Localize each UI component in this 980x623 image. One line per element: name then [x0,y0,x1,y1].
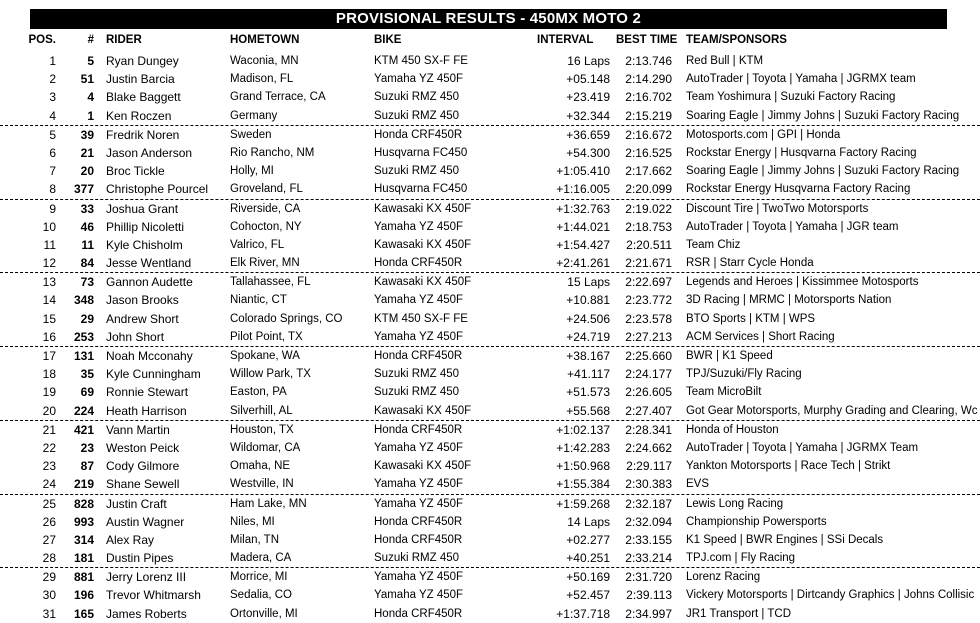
interval-cell: +1:54.427 [556,237,610,252]
interval-cell: 14 Laps [567,514,610,529]
position-cell: 10 [42,219,56,234]
table-row [0,273,980,291]
table-row [0,218,980,236]
team-cell: AutoTrader | Toyota | Yamaha | JGRMX team [686,73,916,86]
rider-cell: Weston Peick [106,440,180,455]
interval-cell: +54.300 [566,145,610,160]
team-cell: Lorenz Racing [686,571,761,584]
table-row [0,475,980,494]
best-time-cell: 2:32.094 [625,514,672,529]
best-time-cell: 2:16.525 [625,145,672,160]
rider-cell: Phillip Nicoletti [106,219,185,234]
best-time-cell: 2:29.117 [626,459,672,474]
interval-cell: +1:32.763 [556,201,610,216]
team-cell: Got Gear Motorsports, Murphy Grading and Clearing, Wc [686,404,978,417]
position-cell: 21 [42,422,56,437]
hometown-cell: Rio Rancho, NM [230,146,315,159]
hometown-cell: Spokane, WA [230,350,300,362]
bike-cell: Yamaha YZ 450F [374,220,464,233]
position-cell: 5 [49,127,56,142]
header-interval: INTERVAL [537,34,594,46]
rider-cell: Noah Mcconahy [106,349,193,363]
header-hometown: HOMETOWN [230,34,300,46]
number-cell: 73 [80,275,94,290]
table-row [0,347,980,365]
rider-cell: Jason Brooks [106,293,179,308]
hometown-cell: Cohocton, NY [230,220,302,233]
rider-cell: Kyle Chisholm [106,237,183,252]
position-cell: 24 [42,477,56,492]
team-cell: AutoTrader | Toyota | Yamaha | JGR team [686,220,899,233]
interval-cell: +51.573 [566,385,610,400]
best-time-cell: 2:32.187 [625,496,672,511]
interval-cell: +50.169 [566,570,610,585]
position-cell: 12 [42,256,56,271]
hometown-cell: Germany [230,109,278,122]
bike-cell: Honda CRF450R [374,533,463,546]
number-cell: 421 [73,422,94,437]
best-time-cell: 2:21.671 [625,256,672,271]
position-cell: 7 [49,164,56,179]
bike-cell: Kawasaki KX 450F [374,404,472,417]
team-cell: Rockstar Energy | Husqvarna Factory Racing [686,146,917,159]
table-row [0,328,980,347]
number-cell: 4 [87,90,94,105]
number-cell: 51 [80,72,94,87]
team-cell: RSR | Starr Cycle Honda [686,257,814,270]
position-cell: 3 [49,90,56,105]
results-title: PROVISIONAL RESULTS - 450MX MOTO 2 [30,9,947,29]
hometown-cell: Colorado Springs, CO [230,312,343,325]
number-cell: 29 [80,311,94,326]
rider-cell: Fredrik Noren [106,127,180,142]
bike-cell: Yamaha YZ 450F [374,571,464,584]
rider-cell: Broc Tickle [106,164,165,179]
best-time-cell: 2:18.753 [625,219,672,234]
position-cell: 18 [42,367,56,382]
best-time-cell: 2:14.290 [625,72,672,87]
team-cell: TPJ.com | Fly Racing [686,552,796,565]
bike-cell: Kawasaki KX 450F [374,238,472,251]
bike-cell: Honda CRF450R [374,515,463,528]
number-cell: 1 [87,108,94,123]
best-time-cell: 2:16.702 [625,90,672,105]
interval-cell: +52.457 [566,588,610,603]
position-cell: 16 [42,329,56,344]
hometown-cell: Valrico, FL [230,238,285,251]
best-time-cell: 2:20.099 [625,182,672,197]
hometown-cell: Houston, TX [230,423,294,436]
hometown-cell: Waconia, MN [230,55,299,67]
hometown-cell: Riverside, CA [230,202,301,215]
interval-cell: +40.251 [566,551,610,566]
best-time-cell: 2:28.341 [625,422,672,437]
table-row [0,402,980,421]
table-row [0,495,980,513]
hometown-cell: Westville, IN [230,478,294,491]
bike-cell: Honda CRF450R [374,607,463,620]
bike-cell: Yamaha YZ 450F [374,73,464,86]
number-cell: 5 [87,54,94,68]
team-cell: K1 Speed | BWR Engines | SSi Decals [686,533,884,546]
bike-cell: KTM 450 SX-F FE [374,312,468,325]
team-cell: Discount Tire | TwoTwo Motorsports [686,202,869,215]
interval-cell: +55.568 [566,403,610,418]
team-cell: Honda of Houston [686,423,779,436]
rider-cell: John Short [106,329,165,344]
number-cell: 828 [73,496,94,511]
interval-cell: +1:59.268 [556,496,610,511]
hometown-cell: Sweden [230,128,272,141]
rider-cell: Christophe Pourcel [106,182,209,197]
table-row [0,70,980,88]
position-cell: 9 [49,201,56,216]
table-row [0,531,980,549]
team-cell: Soaring Eagle | Jimmy Johns | Suzuki Factory Racing [686,165,960,178]
interval-cell: +02.277 [566,532,610,547]
team-cell: Motosports.com | GPI | Honda [686,128,841,141]
bike-cell: Yamaha YZ 450F [374,478,464,491]
team-cell: TPJ/Suzuki/Fly Racing [686,368,802,381]
bike-cell: Yamaha YZ 450F [374,497,464,510]
table-row [0,549,980,568]
table-row [0,144,980,162]
hometown-cell: Morrice, MI [230,571,288,584]
bike-cell: Yamaha YZ 450F [374,294,464,307]
team-cell: Soaring Eagle | Jimmy Johns | Suzuki Factory Racing [686,109,960,122]
best-time-cell: 2:26.605 [625,385,672,400]
team-cell: Rockstar Energy Husqvarna Factory Racing [686,183,911,196]
table-row [0,254,980,273]
hometown-cell: Holly, MI [230,165,274,178]
header-bike: BIKE [374,34,402,46]
interval-cell: +10.881 [566,293,610,308]
rider-cell: Andrew Short [106,311,179,326]
number-cell: 46 [80,219,94,234]
interval-cell: +1:44.021 [556,219,610,234]
number-cell: 224 [73,403,94,418]
rider-cell: Justin Craft [106,496,167,511]
interval-cell: +1:55.384 [556,477,610,492]
interval-cell: +1:50.968 [556,459,610,474]
table-row [0,605,980,623]
interval-cell: +1:37.718 [556,606,610,621]
best-time-cell: 2:33.155 [625,532,672,547]
rider-cell: Jerry Lorenz III [106,570,187,585]
number-cell: 11 [81,237,94,252]
best-time-cell: 2:31.720 [625,570,672,585]
best-time-cell: 2:34.997 [625,606,672,621]
rider-cell: Vann Martin [106,422,170,437]
position-cell: 23 [42,459,56,474]
number-cell: 33 [80,201,94,216]
table-row [0,365,980,383]
rider-cell: Joshua Grant [106,201,179,216]
hometown-cell: Niantic, CT [230,294,287,307]
bike-cell: Kawasaki KX 450F [374,276,472,289]
position-cell: 15 [42,311,56,326]
bike-cell: Honda CRF450R [374,257,463,270]
table-row [0,586,980,604]
best-time-cell: 2:20.511 [626,237,672,252]
bike-cell: Suzuki RMZ 450 [374,91,460,104]
table-row [0,52,980,70]
rider-cell: Jesse Wentland [106,256,192,271]
header-rider: RIDER [106,34,142,46]
position-cell: 29 [42,570,56,585]
rider-cell: Jason Anderson [106,145,193,160]
hometown-cell: Wildomar, CA [230,441,301,454]
number-cell: 196 [73,588,94,603]
interval-cell: +24.506 [566,311,610,326]
team-cell: EVS [686,478,710,491]
number-cell: 348 [73,293,94,308]
hometown-cell: Milan, TN [230,533,279,546]
table-row [0,180,980,199]
rider-cell: Kyle Cunningham [106,367,201,382]
table-row [0,513,980,531]
hometown-cell: Willow Park, TX [230,368,311,381]
hometown-cell: Ortonville, MI [230,607,298,620]
rider-cell: Alex Ray [106,532,155,547]
team-cell: BTO Sports | KTM | WPS [686,312,816,325]
interval-cell: +23.419 [566,90,610,105]
rider-cell: Ryan Dungey [106,54,179,68]
hometown-cell: Tallahassee, FL [230,276,311,289]
number-cell: 993 [73,514,94,529]
position-cell: 31 [42,606,56,621]
number-cell: 21 [80,145,94,160]
hometown-cell: Grand Terrace, CA [230,91,326,104]
best-time-cell: 2:22.697 [625,275,672,290]
team-cell: Vickery Motorsports | Dirtcandy Graphics | Johns Collisic [686,589,975,602]
number-cell: 84 [80,256,94,271]
rider-cell: Dustin Pipes [106,551,174,566]
table-row [0,107,980,126]
results-table [0,52,980,623]
best-time-cell: 2:27.213 [625,329,672,344]
table-row [0,421,980,439]
rider-cell: Ronnie Stewart [106,385,189,400]
bike-cell: Kawasaki KX 450F [374,460,472,473]
best-time-cell: 2:39.113 [626,588,672,603]
hometown-cell: Madison, FL [230,73,294,86]
table-row [0,162,980,180]
interval-cell: +1:16.005 [556,182,610,197]
number-cell: 69 [80,385,94,400]
bike-cell: Honda CRF450R [374,128,463,141]
bike-cell: Husqvarna FC450 [374,146,468,159]
position-cell: 17 [42,349,56,363]
team-cell: Red Bull | KTM [686,55,764,67]
position-cell: 1 [49,54,56,68]
best-time-cell: 2:24.662 [625,440,672,455]
interval-cell: +1:02.137 [556,422,610,437]
best-time-cell: 2:15.219 [625,108,672,123]
position-cell: 28 [42,551,56,566]
interval-cell: +2:41.261 [556,256,610,271]
interval-cell: +1:42.283 [556,440,610,455]
number-cell: 314 [73,532,94,547]
hometown-cell: Niles, MI [230,515,275,528]
team-cell: AutoTrader | Toyota | Yamaha | JGRMX Team [686,441,919,454]
bike-cell: Suzuki RMZ 450 [374,368,460,381]
best-time-cell: 2:17.662 [625,164,672,179]
rider-cell: Justin Barcia [106,72,175,87]
rider-cell: Austin Wagner [106,514,185,529]
best-time-cell: 2:33.214 [625,551,672,566]
team-cell: Team Yoshimura | Suzuki Factory Racing [686,91,896,104]
rider-cell: Shane Sewell [106,477,180,492]
hometown-cell: Ham Lake, MN [230,497,307,510]
table-row [0,568,980,586]
interval-cell: +32.344 [566,108,610,123]
header-pos: POS. [28,34,56,46]
hometown-cell: Madera, CA [230,552,292,565]
best-time-cell: 2:23.772 [625,293,672,308]
team-cell: 3D Racing | MRMC | Motorsports Nation [686,294,892,307]
team-cell: Team Chiz [686,238,741,251]
bike-cell: Suzuki RMZ 450 [374,165,460,178]
number-cell: 181 [73,551,94,566]
best-time-cell: 2:30.383 [625,477,672,492]
best-time-cell: 2:16.672 [625,127,672,142]
best-time-cell: 2:23.578 [625,311,672,326]
hometown-cell: Silverhill, AL [230,404,293,417]
interval-cell: +24.719 [566,329,610,344]
header-team: TEAM/SPONSORS [686,34,787,46]
hometown-cell: Pilot Point, TX [230,330,303,343]
hometown-cell: Sedalia, CO [230,589,293,602]
hometown-cell: Elk River, MN [230,257,300,270]
bike-cell: Yamaha YZ 450F [374,330,464,343]
bike-cell: Honda CRF450R [374,350,463,362]
team-cell: Lewis Long Racing [686,497,784,510]
bike-cell: Yamaha YZ 450F [374,589,464,602]
position-cell: 11 [43,237,56,252]
header-best-time: BEST TIME [616,34,678,46]
position-cell: 20 [42,403,56,418]
position-cell: 25 [42,496,56,511]
number-cell: 219 [73,477,94,492]
team-cell: JR1 Transport | TCD [686,607,792,620]
team-cell: Championship Powersports [686,515,827,528]
rider-cell: James Roberts [106,606,187,621]
rider-cell: Cody Gilmore [106,459,180,474]
hometown-cell: Omaha, NE [230,460,291,473]
table-row [0,236,980,254]
table-row [0,439,980,457]
position-cell: 6 [49,145,56,160]
position-cell: 4 [49,108,56,123]
rider-cell: Heath Harrison [106,403,187,418]
best-time-cell: 2:13.746 [625,54,672,68]
hometown-cell: Groveland, FL [230,183,303,196]
position-cell: 14 [42,293,56,308]
best-time-cell: 2:25.660 [625,349,672,363]
best-time-cell: 2:27.407 [625,403,672,418]
header-number: # [87,34,94,46]
interval-cell: 16 Laps [567,54,610,68]
number-cell: 377 [73,182,94,197]
number-cell: 39 [80,127,94,142]
interval-cell: +41.117 [567,367,610,382]
number-cell: 165 [73,606,94,621]
best-time-cell: 2:24.177 [625,367,672,382]
position-cell: 30 [42,588,56,603]
table-row [0,310,980,328]
bike-cell: Kawasaki KX 450F [374,202,472,215]
bike-cell: Honda CRF450R [374,423,463,436]
position-cell: 2 [49,72,56,87]
team-cell: BWR | K1 Speed [686,350,773,362]
interval-cell: +1:05.410 [556,164,610,179]
team-cell: Yankton Motorsports | Race Tech | Strikt [686,460,891,473]
interval-cell: +05.148 [566,72,610,87]
position-cell: 13 [42,275,56,290]
bike-cell: Suzuki RMZ 450 [374,386,460,399]
bike-cell: KTM 450 SX-F FE [374,55,468,67]
bike-cell: Yamaha YZ 450F [374,441,464,454]
team-cell: Legends and Heroes | Kissimmee Motosports [686,276,919,289]
table-row [0,457,980,475]
hometown-cell: Easton, PA [230,386,287,399]
table-row [0,126,980,144]
bike-cell: Husqvarna FC450 [374,183,468,196]
number-cell: 23 [80,440,94,455]
position-cell: 8 [49,182,56,197]
team-cell: ACM Services | Short Racing [686,330,835,343]
table-row [0,88,980,106]
position-cell: 26 [42,514,56,529]
number-cell: 131 [73,349,94,363]
interval-cell: +38.167 [566,349,610,363]
rider-cell: Ken Roczen [106,108,172,123]
position-cell: 19 [42,385,56,400]
position-cell: 22 [42,440,56,455]
number-cell: 881 [73,570,94,585]
position-cell: 27 [42,532,56,547]
table-row [0,383,980,401]
number-cell: 87 [80,459,94,474]
rider-cell: Gannon Audette [106,275,193,290]
interval-cell: +36.659 [566,127,610,142]
number-cell: 253 [73,329,94,344]
number-cell: 20 [80,164,94,179]
number-cell: 35 [80,367,94,382]
interval-cell: 15 Laps [567,275,610,290]
table-row [0,200,980,218]
rider-cell: Blake Baggett [106,90,181,105]
column-headers [0,34,980,52]
bike-cell: Suzuki RMZ 450 [374,552,460,565]
rider-cell: Trevor Whitmarsh [106,588,201,603]
bike-cell: Suzuki RMZ 450 [374,109,460,122]
team-cell: Team MicroBilt [686,386,762,399]
table-row [0,291,980,309]
best-time-cell: 2:19.022 [625,201,672,216]
